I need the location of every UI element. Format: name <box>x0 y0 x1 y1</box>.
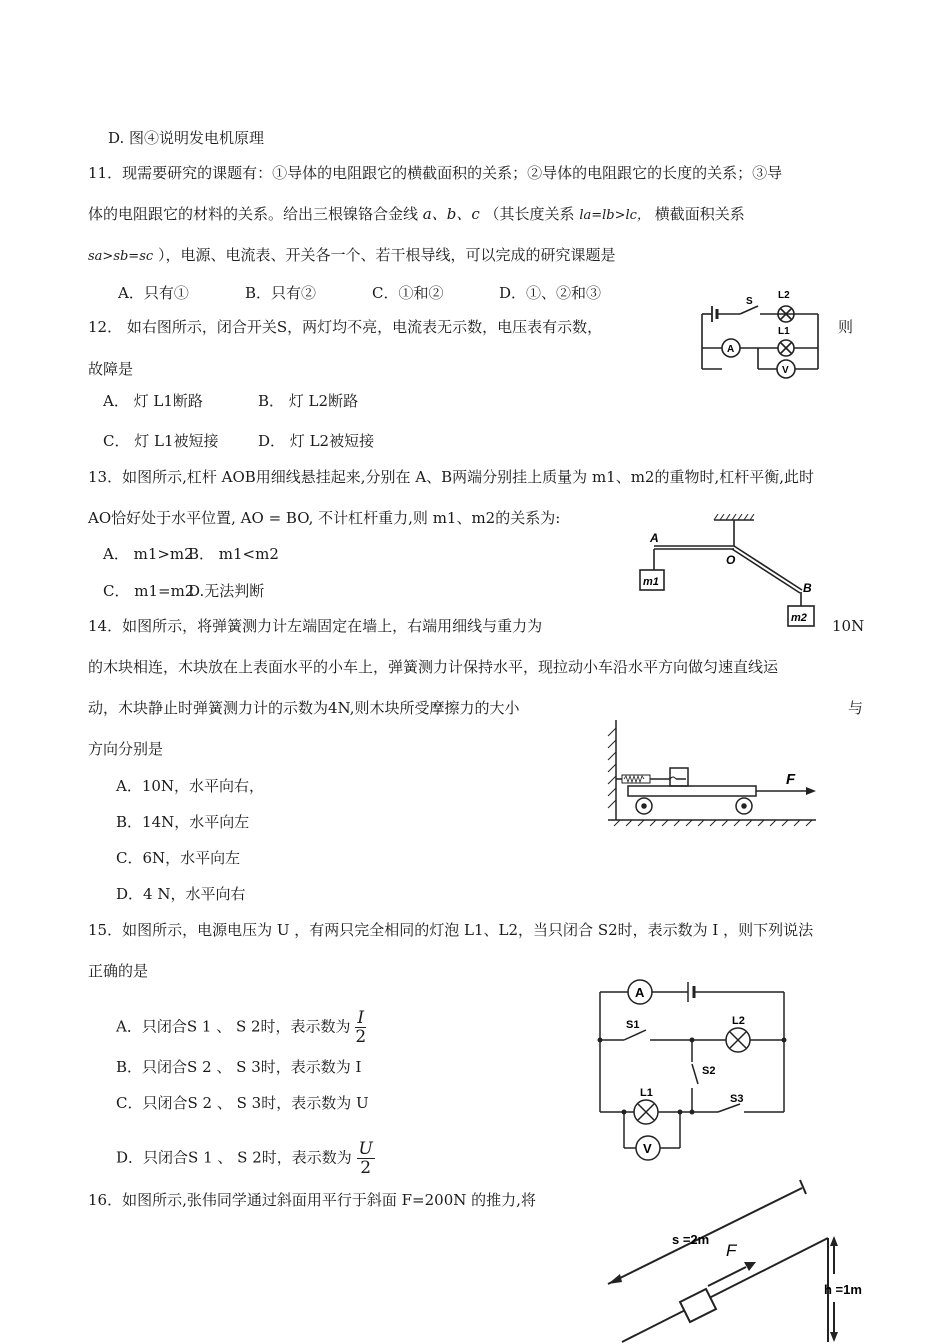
q15-option-c: C．只闭合S 2 、 S 3时，表示数为 U <box>116 1094 369 1112</box>
q15-option-d-numerator: U <box>358 1139 373 1159</box>
q12-line-2: 故障是 <box>88 360 134 378</box>
q12-circuit-diagram <box>700 284 830 384</box>
q14-line-4: 方向分别是 <box>88 740 164 758</box>
q12-fig-switch-label: S <box>746 296 753 307</box>
q13-fig-a-label: A <box>650 531 659 545</box>
q15-option-a-numerator: I <box>355 1009 366 1028</box>
q15-option-a-denominator: 2 <box>355 1027 367 1047</box>
q13-option-a: A． m1>m2 <box>103 545 194 563</box>
q15-option-b: B．只闭合S 2 、 S 3时，表示数为 I <box>116 1058 362 1076</box>
q15-option-a-fraction <box>355 1009 366 1046</box>
q11-text: ），电源、电流表、开关各一个、若干根导线，可以完成的研究课题是 <box>157 246 616 264</box>
q12-line-1: 12． 如右图所示，闭合开关S，两灯均不亮，电流表无示数，电压表有示数， <box>88 318 603 336</box>
q11-line-2 <box>88 204 745 226</box>
q14-line-1: 14．如图所示，将弹簧测力计左端固定在墙上，右端用细线与重力为 <box>88 617 543 635</box>
q12-option-c: C． 灯 L1被短接 <box>103 432 219 450</box>
q14-spring-cart-diagram <box>604 720 820 828</box>
q13-fig-o-label: O <box>726 553 736 567</box>
q11-text: （其长度关系 <box>484 205 575 223</box>
q15-option-a <box>116 1009 366 1046</box>
q13-option-c: C． m1=m2 <box>103 582 195 600</box>
q11-option-a: A．只有① <box>118 284 189 302</box>
q14-line-1-tail: 10N <box>832 617 865 635</box>
q15-fig-l1-label: L1 <box>640 1087 653 1099</box>
q15-fig-s3-label: S3 <box>730 1093 744 1105</box>
q15-line-2: 正确的是 <box>88 962 149 980</box>
q12-fig-l1-label: L1 <box>778 326 790 337</box>
q10-option-d: D. 图④说明发电机原理 <box>108 129 265 147</box>
q14-option-a: A．10N，水平向右， <box>116 777 265 795</box>
q15-fig-ammeter-label: A <box>635 985 645 1000</box>
q11-line-3 <box>88 245 615 267</box>
q12-fig-voltmeter-label: V <box>782 365 789 376</box>
q11-line-1: 11．现需要研究的课题有：①导体的电阻跟它的横截面积的关系；②导体的电阻跟它的长度的关系；③导 <box>88 164 783 182</box>
q15-line-1: 15．如图所示，电源电压为 U ，有两只完全相同的灯泡 L1、L2，当只闭合 S2时，表示数为 I ，则下列说法 <box>88 921 814 939</box>
q11-text: 体的电阻跟它的材料的关系。给出三根镍铬合金线 <box>88 205 419 223</box>
q11-option-b: B．只有② <box>245 284 317 302</box>
q15-circuit-diagram <box>594 976 790 1166</box>
q16-fig-force-label: F <box>726 1241 737 1260</box>
q13-lever-diagram <box>630 514 830 632</box>
q14-line-2: 的木块相连，木块放在上表面水平的小车上，弹簧测力计保持水平，现拉动小车沿水平方向做匀速直线运 <box>88 658 779 676</box>
q15-fig-voltmeter-label: V <box>643 1141 652 1156</box>
q16-incline-diagram <box>596 1176 900 1344</box>
q13-fig-b-label: B <box>803 581 812 595</box>
q14-option-b: B．14N，水平向左 <box>116 813 250 831</box>
q15-fig-l2-label: L2 <box>732 1015 745 1027</box>
q15-option-d-denominator: 2 <box>360 1158 372 1178</box>
q14-option-d: D．4 N，水平向右 <box>116 885 246 903</box>
q11-option-c: C．①和② <box>372 284 444 302</box>
q15-option-d-text: D．只闭合S 1 、 S 2时，表示数为 <box>116 1148 352 1167</box>
q15-fig-s2-label: S2 <box>702 1065 716 1077</box>
q12-fig-ammeter-label: A <box>727 344 735 355</box>
q11-area-relation: sa>sb=sc <box>88 249 154 264</box>
q11-option-d: D．①、②和③ <box>499 284 602 302</box>
q14-line-3: 动，木块静止时弹簧测力计的示数为4N,则木块所受摩擦力的大小 <box>88 699 520 717</box>
q11-text: 横截面积关系 <box>654 205 745 223</box>
q15-option-d-fraction <box>357 1140 375 1177</box>
q12-option-d: D． 灯 L2被短接 <box>258 432 375 450</box>
q13-option-b: B． m1<m2 <box>188 545 279 563</box>
q15-option-a-text: A．只闭合S 1 、 S 2时，表示数为 <box>116 1017 351 1036</box>
q13-option-d: D.无法判断 <box>188 582 265 600</box>
q12-fig-l2-label: L2 <box>778 290 790 301</box>
q14-fig-force-label: F <box>786 771 796 788</box>
q11-wires: a、b、c <box>422 205 480 223</box>
q13-line-2: AO恰好处于水平位置, AO = BO, 不计杠杆重力,则 m1、m2的关系为: <box>88 509 561 527</box>
q13-fig-m1-label: m1 <box>643 576 659 588</box>
q16-fig-distance-label: s =2m <box>672 1232 710 1247</box>
q13-fig-m2-label: m2 <box>791 612 807 624</box>
q15-fig-s1-label: S1 <box>626 1019 640 1031</box>
q15-option-d <box>116 1140 375 1177</box>
q14-line-3-tail: 与 <box>848 699 864 717</box>
q11-length-relation: la=lb>lc， <box>579 208 650 223</box>
q12-option-b: B． 灯 L2断路 <box>258 392 359 410</box>
q12-option-a: A． 灯 L1断路 <box>103 392 203 410</box>
q14-option-c: C．6N，水平向左 <box>116 849 241 867</box>
q16-line-1: 16．如图所示,张伟同学通过斜面用平行于斜面 F=200N 的推力,将 <box>88 1191 536 1209</box>
q16-fig-height-label: h =1m <box>824 1282 862 1297</box>
q12-line-1-tail: 则 <box>838 318 854 336</box>
q13-line-1: 13．如图所示,杠杆 AOB用细线悬挂起来,分别在 A、B两端分别挂上质量为 m1、m2的重物时,杠杆平衡,此时 <box>88 468 815 486</box>
